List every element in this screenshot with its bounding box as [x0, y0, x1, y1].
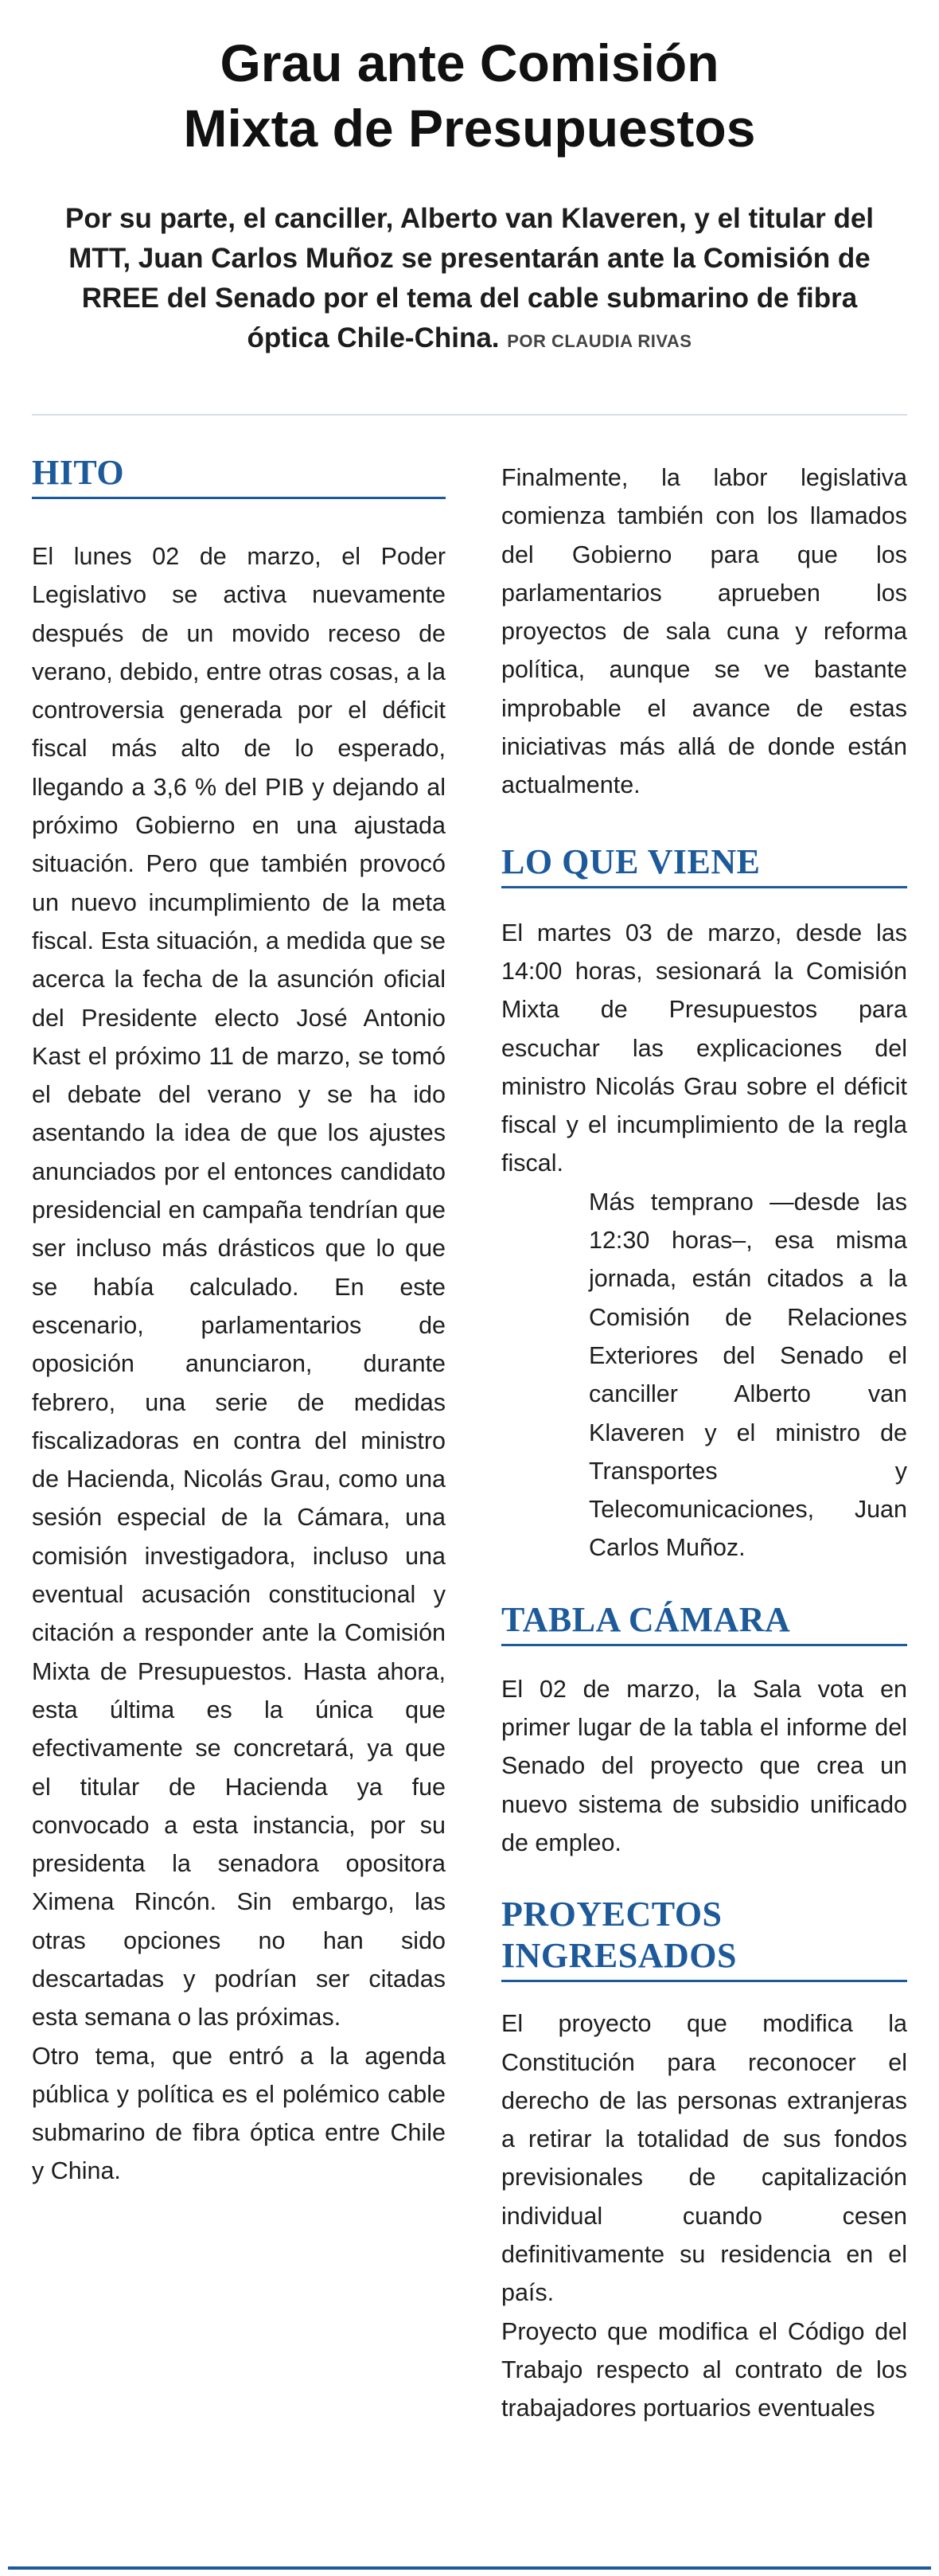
- section-proyectos-ingresados: [501, 1894, 907, 2427]
- page-bottom-rule: [8, 2566, 931, 2570]
- lo-que-viene-paragraph-1: El martes 03 de marzo, desde las 14:00 horas, sesionará la Comisión Mixta de Presupuestos para escuchar las explicaciones del ministro Nicolás Grau sobre el déficit fiscal y el incumplimiento de la regla fiscal.: [501, 919, 907, 1177]
- proyectos-paragraph-2: Proyecto que modifica el Código del Trabajo respecto al contrato de los trabajadores portuarios eventuales: [501, 2317, 907, 2422]
- section-heading: TABLA CÁMARA: [501, 1599, 791, 1639]
- subtitle-text: Por su parte, el canciller, Alberto van Klaveren, y el titular del MTT, Juan Carlos Muñoz se presentarán ante la Comisión de RREE del Senado por el tema del cable submarino de fibra óptica Chile-China.: [64, 203, 875, 353]
- title-line-2: Mixta de Presupuestos: [183, 99, 756, 158]
- hito-paragraph-1: El lunes 02 de marzo, el Poder Legislativo se activa nuevamente después de un movido receso de verano, debido, entre otras cosas, a la controversia generada por el déficit fiscal más alto de lo esperado, llegando a 3,6 % del PIB y dejando al próximo Gobierno en una ajustada situación. Pero que también provocó un nuevo incumplimiento de la meta fiscal. Esta situación, a medida que se acerca la fecha de la asunción oficial del Presidente electo José Antonio Kast el próximo 11 de marzo, se tomó el debate del verano y se ha ido asentando la idea de que los ajustes anunciados por el entonces candidato presidencial en campaña tendrían que ser incluso más drásticos que lo que se había calculado. En este escenario, parlamentarios de oposición anunciaron, durante febrero, una serie de medidas fiscalizadoras en contra del ministro de Hacienda, Nicolás Grau, como una sesión especial de la Cámara, una comisión investigadora, incluso una eventual acusación constitucional y citación a responder ante la Comisión Mixta de Presupuestos. Hasta ahora, esta última es la única que efectivamente se concretará, ya que el titular de Hacienda ya fue convocado a esta instancia, por su presidenta la senadora opositora Ximena Rincón. Sin embargo, las otras opciones no han sido descartadas y podrían ser citadas esta semana o las próximas.: [32, 543, 446, 2032]
- section-hito: [32, 452, 446, 2191]
- tabla-camara-body: [501, 1670, 907, 1862]
- right-column: [501, 459, 907, 2427]
- tabla-camara-paragraph-1: El 02 de marzo, la Sala vota en primer lugar de la tabla el informe del Senado del proyecto que crea un nuevo sistema de subsidio unificado de empleo.: [501, 1675, 907, 1856]
- left-column: [32, 452, 446, 2191]
- title-line-1: Grau ante Comisión: [220, 33, 719, 92]
- proyectos-paragraph-1: El proyecto que modifica la Constitución para reconocer el derecho de las personas extranjeras a retirar la totalidad de sus fondos previsionales de capitalización individual cuando cesen definitivamente su residencia en el país.: [501, 2010, 907, 2307]
- hito-continued: [501, 459, 907, 805]
- section-heading: [501, 1894, 907, 1977]
- section-tabla-camara: [501, 1599, 907, 1862]
- proyectos-body: [501, 2004, 907, 2427]
- section-heading: LO QUE VIENE: [501, 841, 761, 881]
- heading-line-2: INGRESADOS: [501, 1936, 737, 1976]
- article-title: [48, 30, 891, 161]
- section-heading: HITO: [32, 453, 125, 492]
- article-subtitle: [56, 199, 883, 361]
- section-lo-que-viene: [501, 841, 907, 1567]
- heading-line-1: PROYECTOS: [501, 1895, 723, 1934]
- header-divider: [32, 414, 907, 416]
- lo-que-viene-paragraph-2: Más temprano —desde las 12:30 horas–, esa misma jornada, están citados a la Comisión de Relaciones Exteriores del Senado el canciller Alberto van Klaveren y el ministro de Transportes y Telecomunicaciones, Juan Carlos Muñoz.: [589, 1188, 907, 1562]
- hito-paragraph-2: Otro tema, que entró a la agenda pública y política es el polémico cable submarino de fibra óptica entre Chile y China.: [32, 2042, 446, 2185]
- hito-paragraph-3: Finalmente, la labor legislativa comienza también con los llamados del Gobierno para que los parlamentarios aprueben los proyectos de sala cuna y reforma política, aunque se ve bastante improbable el avance de estas iniciativas más allá de donde están actualmente.: [501, 464, 907, 799]
- lo-que-viene-body: [501, 914, 907, 1567]
- byline: POR CLAUDIA RIVAS: [507, 331, 692, 351]
- hito-body: [32, 537, 446, 2191]
